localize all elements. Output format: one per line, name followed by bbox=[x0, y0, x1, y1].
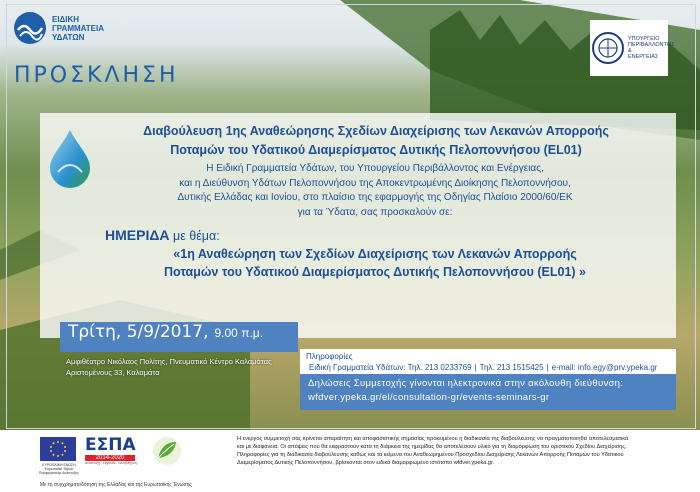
eu-caption: ΕΥΡΩΠΑΪΚΗ ΕΝΩΣΗ Ευρωπαϊκό Ταμείο Περιφερειακής Ανάπτυξης bbox=[38, 463, 80, 475]
org-name: ΕΙΔΙΚΗ ΓΡΑΜΜΑΤΕΙΑ ΥΔΑΤΩΝ bbox=[52, 14, 104, 42]
cofunding-note: Με τη συγχρηματοδότηση της Ελλάδας και της Ευρωπαϊκής Ένωσης bbox=[40, 482, 192, 488]
registration-text: Δηλώσεις Συμμετοχής γίνονται ηλεκτρονικά στην ακόλουθη διεύθυνση: bbox=[308, 378, 624, 389]
venue: Αμφιθέατρο Νικόλαος Πολίτης, Πνευματικό Κέντρο Καλαμάτας Αριστομένους 33, Καλαμάτα bbox=[66, 357, 272, 377]
event-time: 9.00 π.μ. bbox=[214, 326, 264, 340]
participation-notice: Η ενεργός συμμετοχή σας κρίνεται απαραίτητη και αποφασιστικής σημασίας προκειμένου η διαδικασία της διαβούλευσης να πραγματοποιηθεί αποτελεσματικά και με διαφάνεια. Οι απόψεις που θα εκφραστούν κατά τη διάρκεια της ημερίδας θα αποτελέσουν υλικό για τη διαμόρφωση του οριστικού Σχεδίου Διαχείρισης. Πληροφορίες για τη διαδικασία διαβούλευσης καθώς και τα κείμενα του Αναθεωρημένου Προσχεδίου Διαχείρισης Λεκανών Απορροής Ποταμών του Υδατικού Διαμερίσματος Δυτικής Πελοποννήσου, βρίσκονται στον ειδικό διαμορφωμένο ιστότοπο wfdver.ypeka.gr. bbox=[237, 436, 629, 466]
ministry-logo bbox=[590, 20, 675, 76]
water-drop-icon bbox=[48, 128, 92, 190]
program-leaf-icon bbox=[152, 436, 182, 466]
water-swirl-icon bbox=[12, 10, 48, 46]
event-type: ΗΜΕΡΙΔΑ bbox=[105, 227, 170, 243]
ministry-emblem-icon bbox=[590, 30, 626, 66]
date-bar bbox=[60, 322, 298, 352]
intro-text: Η Ειδική Γραμματεία Υδάτων, του Υπουργείου Περιβάλλοντος και Ενέργειας, και η Διεύθυνση Υδάτων Πελοποννήσου της Αποκεντρωμένης Διοίκησης Πελοποννήσου, Δυτικής Ελλάδας και Ιονίου, στο πλαίσιο της εφαρμογής της Οδηγίας Πλαίσιο 2000/60/ΕΚ για τα Ύδατα, σας προσκαλούν σε: bbox=[177, 163, 573, 218]
event-title-line2: Ποταμών του Υδατικού Διαμερίσματος Δυτικής Πελοποννήσου (EL01) » bbox=[164, 265, 586, 279]
contact-phone: Ειδική Γραμματεία Υδάτων: Τηλ. 213 0233769 bbox=[309, 363, 472, 372]
registration-url[interactable]: wfdver.ypeka.gr/el/consultation-gr/events-seminars-gr bbox=[308, 392, 550, 403]
event-title-line1: «1η Αναθεώρηση των Σχεδίων Διαχείρισης των Λεκανών Απορροής bbox=[173, 247, 577, 261]
event-date: Τρίτη, 5/9/2017, bbox=[68, 322, 209, 342]
info-label: Πληροφορίες bbox=[306, 352, 353, 361]
espa-logo: ΕΣΠΑ 2014-2020 ανάπτυξη - εργασία - αλληλεγγύη bbox=[85, 435, 137, 465]
eu-flag-icon bbox=[40, 437, 76, 461]
contact-line: Ειδική Γραμματεία Υδάτων: Τηλ. 213 0233769 | Τηλ. 213 1515425 | e-mail: info.egy@prv.ypeka.gr bbox=[306, 363, 670, 372]
registration-bar bbox=[300, 374, 676, 410]
special-secretariat-logo bbox=[12, 10, 104, 46]
headline: Διαβούλευση 1ης Αναθεώρησης Σχεδίων Διαχείρισης των Λεκανών Απορροής Ποταμών του Υδατικού Διαμερίσματος Δυτικής Πελοποννήσου (EL01) bbox=[143, 124, 609, 157]
ministry-name: ΥΠΟΥΡΓΕΙΟ ΠΕΡΙΒΑΛΛΟΝΤΟΣ & ΕΝΕΡΓΕΙΑΣ bbox=[628, 36, 675, 60]
event-theme-label: με θέμα: bbox=[173, 229, 220, 243]
contact-email[interactable]: e-mail: info.egy@prv.ypeka.gr bbox=[551, 363, 658, 372]
event-section bbox=[105, 226, 645, 281]
contact-phone2: Τηλ. 213 1515425 bbox=[479, 363, 544, 372]
page-title: ΠΡΟΣΚΛΗΣΗ bbox=[14, 63, 179, 88]
